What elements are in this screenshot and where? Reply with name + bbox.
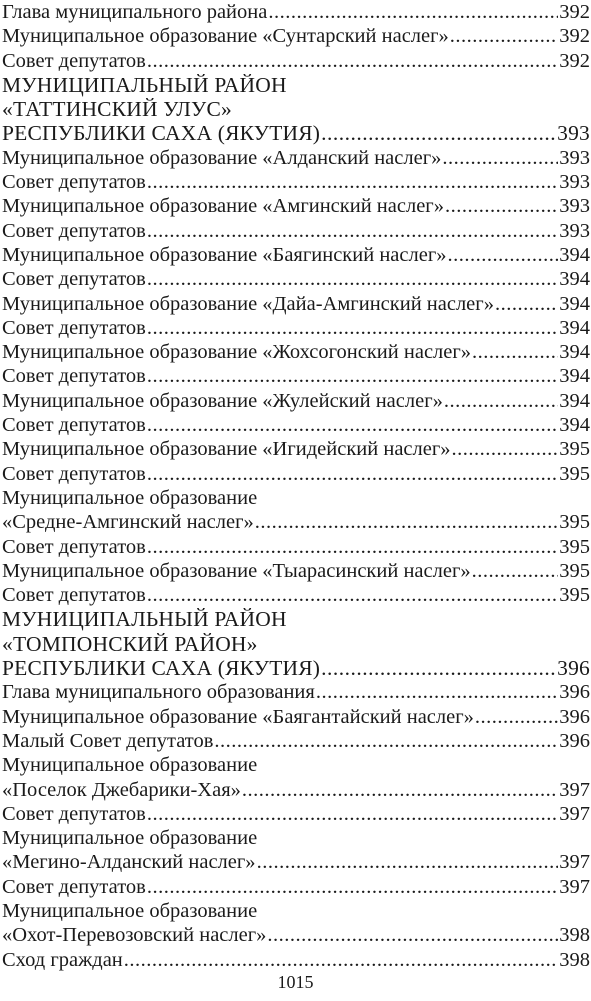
dot-leader bbox=[147, 535, 558, 559]
toc-entry bbox=[2, 49, 590, 73]
dot-leader bbox=[255, 510, 559, 534]
toc-entry bbox=[2, 899, 590, 923]
toc-entry-page: 398 bbox=[559, 924, 590, 947]
toc-entry-title: МУНИЦИПАЛЬНЫЙ РАЙОН bbox=[2, 607, 287, 632]
toc-entry-title: Совет депутатов bbox=[2, 49, 146, 72]
toc-entry bbox=[2, 875, 590, 899]
toc-entry bbox=[2, 948, 590, 972]
toc-entry-page: 394 bbox=[559, 414, 590, 437]
toc-entry bbox=[2, 437, 590, 461]
dot-leader bbox=[147, 462, 558, 486]
toc-entry-title: Глава муниципального образования bbox=[2, 681, 315, 704]
toc-entry bbox=[2, 729, 590, 753]
toc-entry-page: 392 bbox=[559, 25, 590, 48]
dot-leader bbox=[147, 49, 558, 73]
dot-leader bbox=[147, 267, 558, 291]
dot-leader bbox=[447, 243, 558, 267]
toc-entry-title: Муниципальное образование bbox=[2, 486, 258, 509]
toc-entry-page: 397 bbox=[559, 802, 590, 825]
toc-entry bbox=[2, 146, 590, 170]
toc-entry bbox=[2, 364, 590, 388]
toc-entry bbox=[2, 486, 590, 510]
toc-entry-title: Муниципальное образование «Дайа-Амгинский наслег» bbox=[2, 292, 494, 315]
toc-entry bbox=[2, 0, 590, 24]
toc-entry-title: «Мегино-Алданский наслег» bbox=[2, 851, 256, 874]
toc-entry bbox=[2, 243, 590, 267]
toc-entry bbox=[2, 510, 590, 534]
toc-entry-title: Глава муниципального района bbox=[2, 1, 268, 23]
toc-entry-title: «Средне-Амгинский наслег» bbox=[2, 511, 254, 534]
toc-entry-page: 394 bbox=[559, 292, 590, 315]
dot-leader bbox=[475, 705, 558, 729]
toc-entry-title: Муниципальное образование «Жохсогонский наслег» bbox=[2, 341, 472, 364]
toc-entry bbox=[2, 24, 590, 48]
toc-entry-page: 394 bbox=[559, 268, 590, 291]
toc-entry bbox=[2, 316, 590, 340]
toc-entry-page: 392 bbox=[559, 1, 590, 23]
dot-leader bbox=[316, 680, 558, 704]
toc-entry-page: 395 bbox=[559, 462, 590, 485]
toc-entry bbox=[2, 73, 590, 97]
toc-entry-title: МУНИЦИПАЛЬНЫЙ РАЙОН bbox=[2, 72, 287, 97]
dot-leader bbox=[268, 0, 558, 24]
toc-entry-page: 395 bbox=[559, 584, 590, 607]
toc-entry-page: 393 bbox=[559, 195, 590, 218]
toc-entry bbox=[2, 778, 590, 802]
toc-entry bbox=[2, 826, 590, 850]
toc-entry-title: Муниципальное образование «Баягинский наслег» bbox=[2, 243, 447, 266]
toc-entry-page: 393 bbox=[559, 171, 590, 194]
toc-entry-page: 396 bbox=[557, 656, 590, 681]
toc-entry-title: Совет депутатов bbox=[2, 268, 146, 291]
dot-leader bbox=[442, 146, 558, 170]
toc-entry bbox=[2, 389, 590, 413]
toc-entry-title: Совет депутатов bbox=[2, 219, 146, 242]
toc-entry-page: 395 bbox=[559, 511, 590, 534]
toc-entry-title: Муниципальное образование «Сунтарский наслег» bbox=[2, 25, 449, 48]
toc-entry bbox=[2, 97, 590, 121]
dot-leader bbox=[452, 437, 559, 461]
toc-entry bbox=[2, 632, 590, 656]
toc-entry-title: «Охот-Перевозовский наслег» bbox=[2, 924, 267, 947]
toc-entry-page: 392 bbox=[559, 49, 590, 72]
toc-entry-title: Муниципальное образование «Жулейский наслег» bbox=[2, 389, 443, 412]
dot-leader bbox=[214, 729, 558, 753]
toc-entry bbox=[2, 583, 590, 607]
toc-entry-page: 397 bbox=[559, 851, 590, 874]
table-of-contents bbox=[2, 0, 590, 972]
toc-entry bbox=[2, 340, 590, 364]
dot-leader bbox=[444, 389, 558, 413]
toc-entry bbox=[2, 267, 590, 291]
toc-entry-page: 393 bbox=[559, 146, 590, 169]
toc-entry-page: 397 bbox=[559, 778, 590, 801]
dot-leader bbox=[450, 24, 558, 48]
toc-entry bbox=[2, 292, 590, 316]
dot-leader bbox=[495, 292, 558, 316]
dot-leader bbox=[147, 583, 558, 607]
toc-entry-title: Муниципальное образование bbox=[2, 754, 258, 777]
toc-entry-page: 397 bbox=[559, 875, 590, 898]
toc-entry-title: РЕСПУБЛИКИ САХА (ЯКУТИЯ) bbox=[2, 656, 321, 681]
dot-leader bbox=[472, 340, 558, 364]
dot-leader bbox=[321, 656, 556, 680]
toc-entry-title: Муниципальное образование «Баягантайский наслег» bbox=[2, 705, 474, 728]
toc-entry-title: Совет депутатов bbox=[2, 535, 146, 558]
dot-leader bbox=[147, 316, 558, 340]
toc-entry-page: 398 bbox=[559, 948, 590, 971]
dot-leader bbox=[242, 778, 558, 802]
toc-entry-title: Муниципальное образование «Игидейский наслег» bbox=[2, 438, 451, 461]
toc-entry-page: 395 bbox=[559, 535, 590, 558]
toc-entry-page: 395 bbox=[559, 438, 590, 461]
toc-entry-title: «Поселок Джебарики-Хая» bbox=[2, 778, 241, 801]
toc-entry-title: Совет депутатов bbox=[2, 316, 146, 339]
toc-entry bbox=[2, 680, 590, 704]
toc-entry bbox=[2, 802, 590, 826]
toc-entry bbox=[2, 170, 590, 194]
toc-entry bbox=[2, 656, 590, 680]
toc-entry-title: Муниципальное образование «Алданский наслег» bbox=[2, 146, 442, 169]
toc-entry bbox=[2, 219, 590, 243]
toc-entry-page: 396 bbox=[559, 705, 590, 728]
toc-entry bbox=[2, 535, 590, 559]
toc-entry-page: 396 bbox=[559, 681, 590, 704]
toc-entry-title: «ТАТТИНСКИЙ УЛУС» bbox=[2, 97, 232, 122]
toc-entry-title: Муниципальное образование «Тыарасинский наслег» bbox=[2, 559, 471, 582]
dot-leader bbox=[147, 802, 558, 826]
dot-leader bbox=[147, 170, 558, 194]
dot-leader bbox=[147, 875, 558, 899]
dot-leader bbox=[147, 219, 558, 243]
toc-entry bbox=[2, 121, 590, 145]
toc-entry-title: Совет депутатов bbox=[2, 414, 146, 437]
toc-entry-title: Сход граждан bbox=[2, 948, 123, 971]
dot-leader bbox=[147, 364, 558, 388]
dot-leader bbox=[321, 121, 556, 145]
dot-leader bbox=[257, 850, 559, 874]
toc-entry bbox=[2, 559, 590, 583]
toc-entry-page: 394 bbox=[559, 389, 590, 412]
toc-entry-page: 394 bbox=[559, 243, 590, 266]
dot-leader bbox=[445, 194, 558, 218]
dot-leader bbox=[267, 923, 558, 947]
toc-entry bbox=[2, 705, 590, 729]
toc-entry-page: 395 bbox=[559, 559, 590, 582]
toc-entry-title: Муниципальное образование bbox=[2, 899, 258, 922]
toc-entry-title: Совет депутатов bbox=[2, 365, 146, 388]
toc-entry-title: «ТОМПОНСКИЙ РАЙОН» bbox=[2, 631, 258, 656]
dot-leader bbox=[147, 413, 558, 437]
toc-entry-title: Муниципальное образование «Амгинский наслег» bbox=[2, 195, 444, 218]
toc-entry-title: Совет депутатов bbox=[2, 171, 146, 194]
toc-entry-title: Совет депутатов bbox=[2, 584, 146, 607]
toc-entry-title: РЕСПУБЛИКИ САХА (ЯКУТИЯ) bbox=[2, 121, 321, 146]
toc-entry-title: Совет депутатов bbox=[2, 802, 146, 825]
toc-entry bbox=[2, 413, 590, 437]
dot-leader bbox=[472, 559, 559, 583]
toc-entry bbox=[2, 753, 590, 777]
toc-entry bbox=[2, 850, 590, 874]
toc-entry-page: 396 bbox=[559, 729, 590, 752]
page-number: 1015 bbox=[277, 972, 314, 992]
toc-entry-title: Совет депутатов bbox=[2, 875, 146, 898]
toc-entry-page: 393 bbox=[559, 219, 590, 242]
toc-entry bbox=[2, 462, 590, 486]
toc-entry bbox=[2, 923, 590, 947]
toc-entry-title: Муниципальное образование bbox=[2, 827, 258, 850]
toc-entry-page: 394 bbox=[559, 316, 590, 339]
toc-entry-page: 394 bbox=[559, 365, 590, 388]
toc-entry-title: Малый Совет депутатов bbox=[2, 729, 214, 752]
toc-entry bbox=[2, 194, 590, 218]
dot-leader bbox=[124, 948, 558, 972]
toc-entry-title: Совет депутатов bbox=[2, 462, 146, 485]
toc-entry-page: 393 bbox=[557, 121, 590, 146]
toc-entry bbox=[2, 607, 590, 631]
toc-entry-page: 394 bbox=[559, 341, 590, 364]
